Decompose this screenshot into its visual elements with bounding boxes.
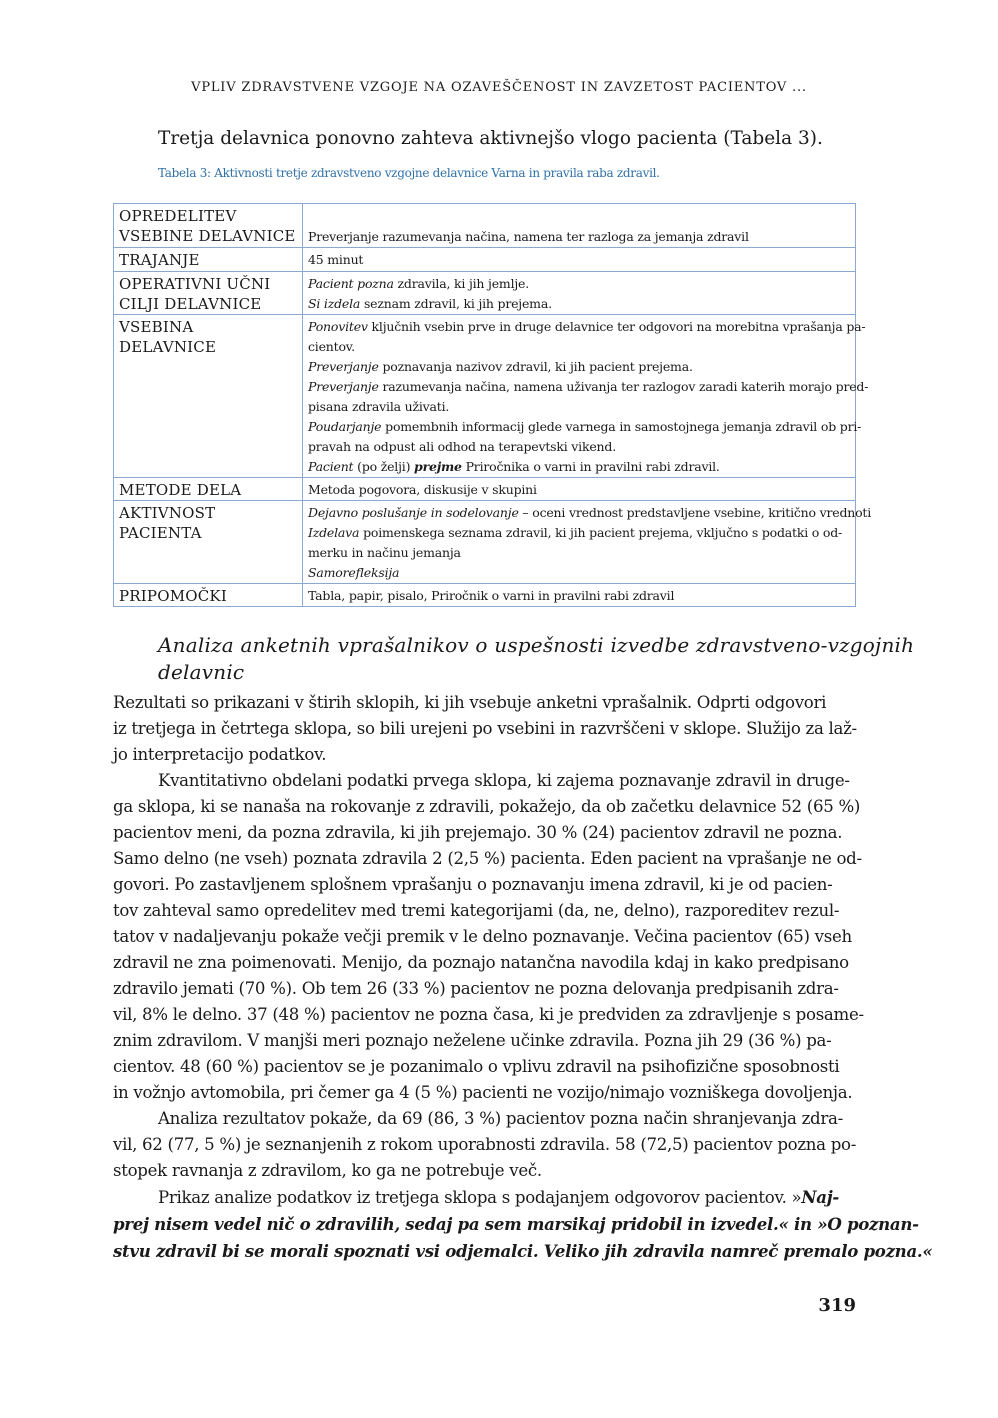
- paragraph-line: tatov v nadaljevanju pokaže večji premik v le delno poznavanje. Večina pacientov (65) vseh: [113, 927, 852, 946]
- row-value: Tabla, papir, pisalo, Priročnik o varni in pravilni rabi zdravil: [303, 584, 856, 607]
- row-label: PRIPOMOČKI: [114, 584, 303, 607]
- quote-line: stvu zdravil bi se morali spoznati vsi odjemalci. Veliko jih zdravila namreč premalo pozna.«: [113, 1241, 933, 1261]
- table-caption: Tabela 3: Aktivnosti tretje zdravstveno vzgojne delavnice Varna in pravila raba zdravil.: [158, 166, 660, 180]
- table-row: [114, 272, 856, 315]
- paragraph-line: Kvantitativno obdelani podatki prvega sklopa, ki zajema poznavanje zdravil in druge-: [158, 771, 850, 790]
- quote-line: prej nisem vedel nič o zdravilih, sedaj pa sem marsikaj pridobil in izvedel.« in »O poznan-: [113, 1214, 919, 1234]
- row-value: Preverjanje razumevanja načina, namena ter razloga za jemanja zdravil: [303, 204, 856, 248]
- table-row: [114, 584, 856, 607]
- row-label: TRAJANJE: [114, 248, 303, 272]
- row-value: Pacient pozna zdravila, ki jih jemlje. Si izdela seznam zdravil, ki jih prejema.: [303, 272, 856, 315]
- body-text: [113, 690, 933, 1265]
- paragraph-line: in vožnjo avtomobila, pri čemer ga 4 (5 %) pacienti ne vozijo/nimajo vozniškega dovoljenja.: [113, 1083, 853, 1102]
- row-value: Dejavno poslušanje in sodelovanje – oceni vrednost predstavljene vsebine, kritično vrednoti Izdelava poimenskega seznama zdravil, ki jih pacient prejema, vključno s podatki o od- merku in načinu jemanja Samorefleksija: [303, 501, 856, 584]
- row-label: METODE DELA: [114, 478, 303, 501]
- row-label: OPREDELITEV VSEBINE DELAVNICE: [114, 204, 303, 248]
- intro-sentence: Tretja delavnica ponovno zahteva aktivnejšo vlogo pacienta (Tabela 3).: [158, 128, 823, 149]
- table-row: [114, 315, 856, 478]
- paragraph-line: stopek ravnanja z zdravilom, ko ga ne potrebuje več.: [113, 1161, 542, 1180]
- section-heading: Analiza anketnih vprašalnikov o uspešnosti izvedbe zdravstveno-vzgojnih delavnic: [158, 633, 915, 684]
- paragraph-line: jo interpretacijo podatkov.: [113, 745, 327, 764]
- table-row: [114, 204, 856, 248]
- page-number: 319: [818, 1295, 856, 1316]
- row-label: AKTIVNOST PACIENTA: [114, 501, 303, 584]
- row-label: VSEBINA DELAVNICE: [114, 315, 303, 478]
- paragraph-line: Prikaz analize podatkov iz tretjega sklopa s podajanjem odgovorov pacientov. »Naj-: [158, 1187, 840, 1207]
- table-row: [114, 501, 856, 584]
- paragraph-line: Samo delno (ne vseh) poznata zdravila 2 (2,5 %) pacienta. Eden pacient na vprašanje ne od-: [113, 849, 862, 868]
- paragraph-line: pacientov meni, da pozna zdravila, ki jih prejemajo. 30 % (24) pacientov zdravil ne pozna.: [113, 823, 843, 842]
- workshop-table: [113, 203, 872, 607]
- row-value: Metoda pogovora, diskusije v skupini: [303, 478, 856, 501]
- row-label: OPERATIVNI UČNI CILJI DELAVNICE: [114, 272, 303, 315]
- paragraph-line: iz tretjega in četrtega sklopa, so bili urejeni po vsebini in razvrščeni v sklope. Služijo za laž-: [113, 719, 857, 738]
- paragraph-line: Analiza rezultatov pokaže, da 69 (86, 3 %) pacientov pozna način shranjevanja zdra-: [158, 1109, 843, 1128]
- running-head: VPLIV ZDRAVSTVENE VZGOJE NA OZAVEŠČENOST IN ZAVZETOST PACIENTOV ...: [191, 80, 807, 95]
- paragraph-line: vil, 62 (77, 5 %) je seznanjenih z rokom uporabnosti zdravila. 58 (72,5) pacientov pozna po-: [113, 1135, 857, 1154]
- paragraph-line: tov zahteval samo opredelitev med tremi kategorijami (da, ne, delno), razporeditev rezul-: [113, 901, 840, 920]
- paragraph-line: znim zdravilom. V manjši meri poznajo neželene učinke zdravila. Pozna jih 29 (36 %) pa-: [113, 1031, 832, 1050]
- paragraph-line: ga sklopa, ki se nanaša na rokovanje z zdravili, pokažejo, da ob začetku delavnice 52 (65 %): [113, 797, 861, 816]
- row-value: Ponovitev ključnih vsebin prve in druge delavnice ter odgovori na morebitna vprašanja pa- cientov. Preverjanje poznavanja nazivov zdravil, ki jih pacient prejema. Preverjanje razumevanja načina, namena uživanja ter razlogov zaradi katerih morajo pred- pisana zdravila uživati. Poudarjanje pomembnih informacij glede varnega in samostojnega jemanja zdravil ob pri- pravah na odpust ali odhod na terapevtski vikend. Pacient (po želji) prejme Priročnika o varni in pravilni rabi zdravil.: [303, 315, 856, 478]
- table-row: [114, 248, 856, 272]
- table-row: [114, 478, 856, 501]
- paragraph-line: zdravil ne zna poimenovati. Menijo, da poznajo natančna navodila kdaj in kako predpisano: [113, 953, 849, 972]
- paragraph-line: govori. Po zastavljenem splošnem vprašanju o poznavanju imena zdravil, ki je od pacien-: [113, 875, 833, 894]
- paragraph-line: Rezultati so prikazani v štirih sklopih, ki jih vsebuje anketni vprašalnik. Odprti odgovori: [113, 693, 827, 712]
- paragraph-line: cientov. 48 (60 %) pacientov se je pozanimalo o vplivu zdravil na psihofizične sposobnosti: [113, 1057, 840, 1076]
- paragraph-line: vil, 8% le delno. 37 (48 %) pacientov ne pozna časa, ki je predviden za zdravljenje s posame-: [113, 1005, 864, 1024]
- row-value: 45 minut: [303, 248, 856, 272]
- paragraph-line: zdravilo jemati (70 %). Ob tem 26 (33 %) pacientov ne pozna delovanja predpisanih zdra-: [113, 979, 839, 998]
